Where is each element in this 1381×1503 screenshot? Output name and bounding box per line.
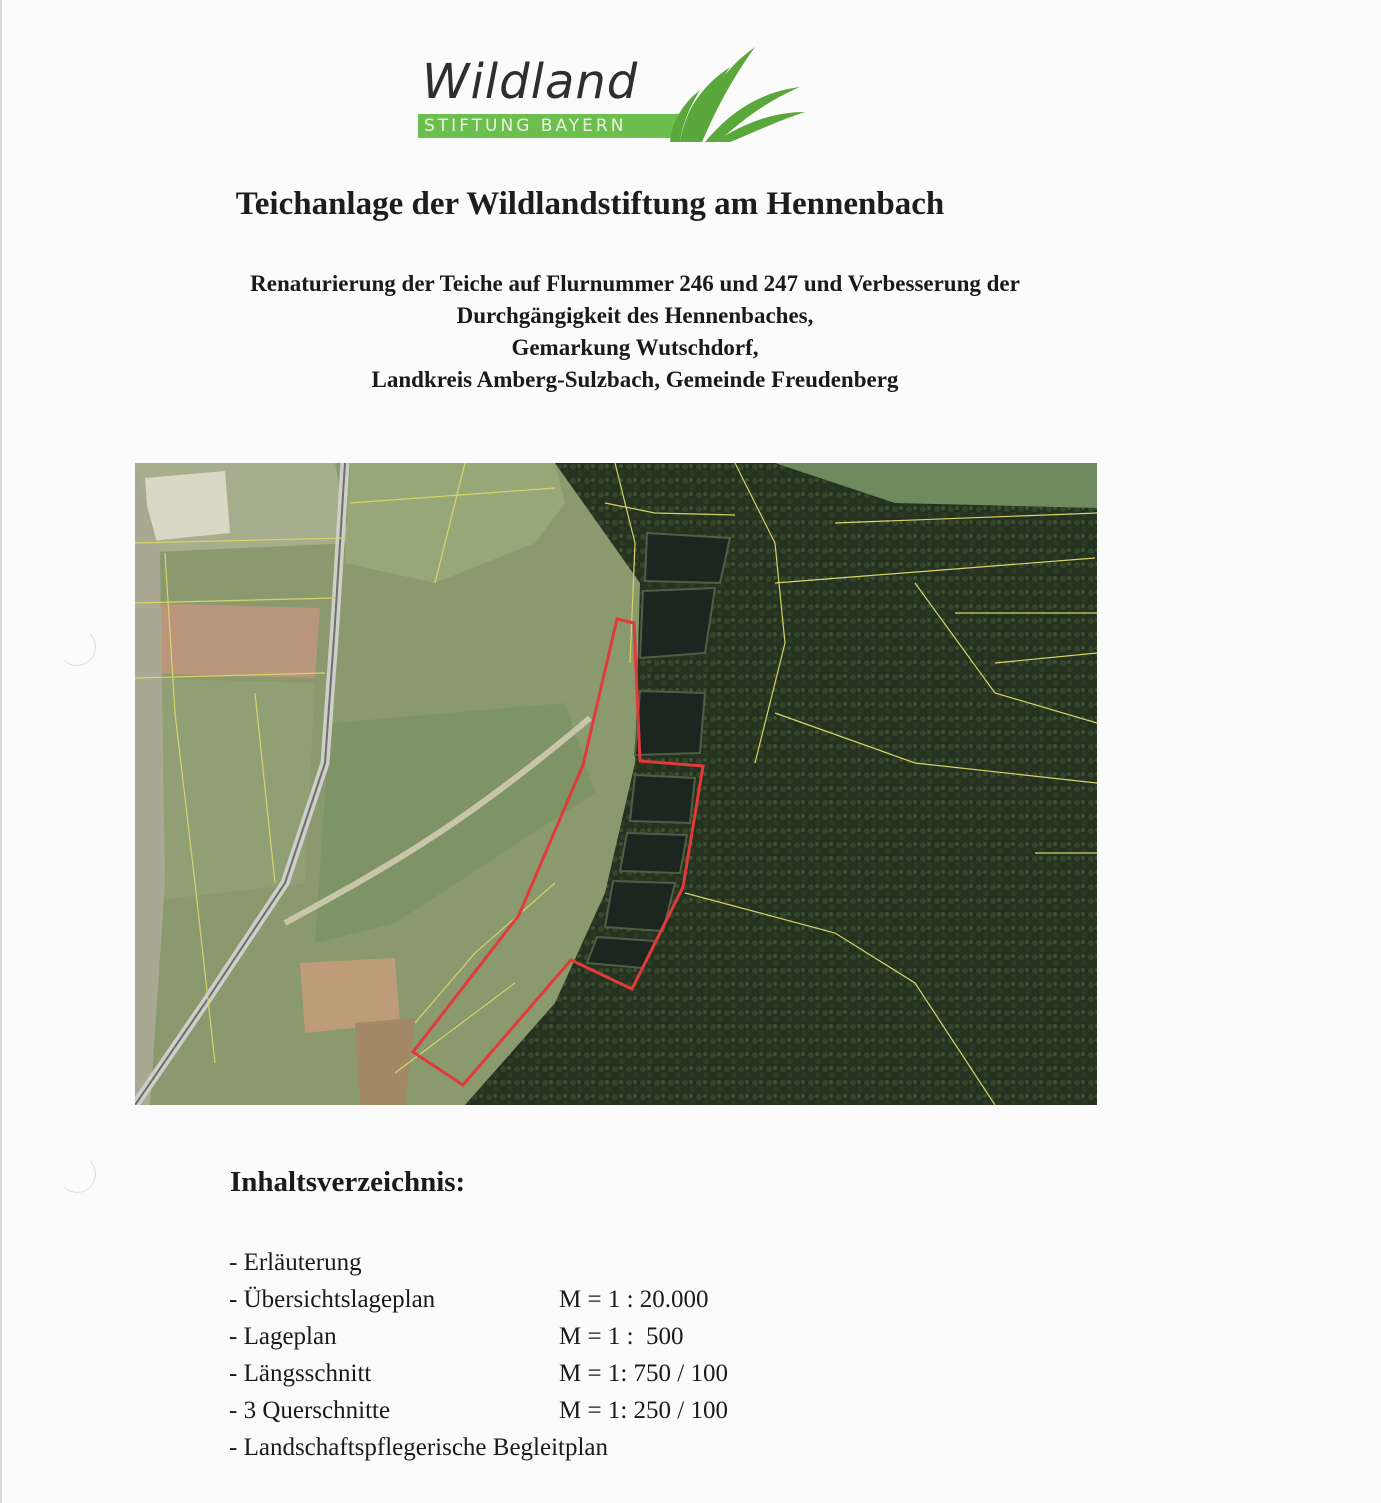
page-edge (0, 0, 2, 1503)
toc-item-label: - Übersichtslageplan (229, 1286, 436, 1313)
punch-hole-lower (58, 1155, 96, 1193)
subtitle-line: Renaturierung der Teiche auf Flurnummer 246 und 247 und Verbesserung der (250, 271, 1020, 296)
punch-hole-upper (58, 628, 96, 666)
toc-item-scale: M = 1 : 500 (559, 1323, 684, 1350)
toc-item-label: - Landschaftspflegerische Begleitplan (229, 1434, 609, 1461)
logo-tagline: STIFTUNG BAYERN (424, 116, 627, 136)
toc-item-label: - Erläuterung (229, 1249, 362, 1276)
subtitle-line: Gemarkung Wutschdorf, (511, 335, 759, 360)
aerial-photo (135, 463, 1097, 1105)
logo-wordmark: Wildland (422, 54, 639, 110)
subtitle-block (140, 268, 1130, 396)
toc-item-scale: M = 1: 250 / 100 (559, 1397, 728, 1424)
toc-item-label: - Lageplan (229, 1323, 337, 1350)
toc-item-scale: M = 1: 750 / 100 (559, 1360, 728, 1387)
toc-item-label: - 3 Querschnitte (229, 1397, 391, 1424)
toc-heading: Inhaltsverzeichnis: (230, 1166, 466, 1198)
wildland-logo (410, 42, 810, 152)
toc-item-label: - Längsschnitt (229, 1360, 372, 1387)
toc-item-scale: M = 1 : 20.000 (559, 1286, 709, 1313)
page-title: Teichanlage der Wildlandstiftung am Hennenbach (235, 186, 945, 222)
grass-icon (660, 42, 810, 152)
subtitle-line: Durchgängigkeit des Hennenbaches, (456, 303, 814, 328)
subtitle-line: Landkreis Amberg-Sulzbach, Gemeinde Freudenberg (371, 367, 899, 392)
